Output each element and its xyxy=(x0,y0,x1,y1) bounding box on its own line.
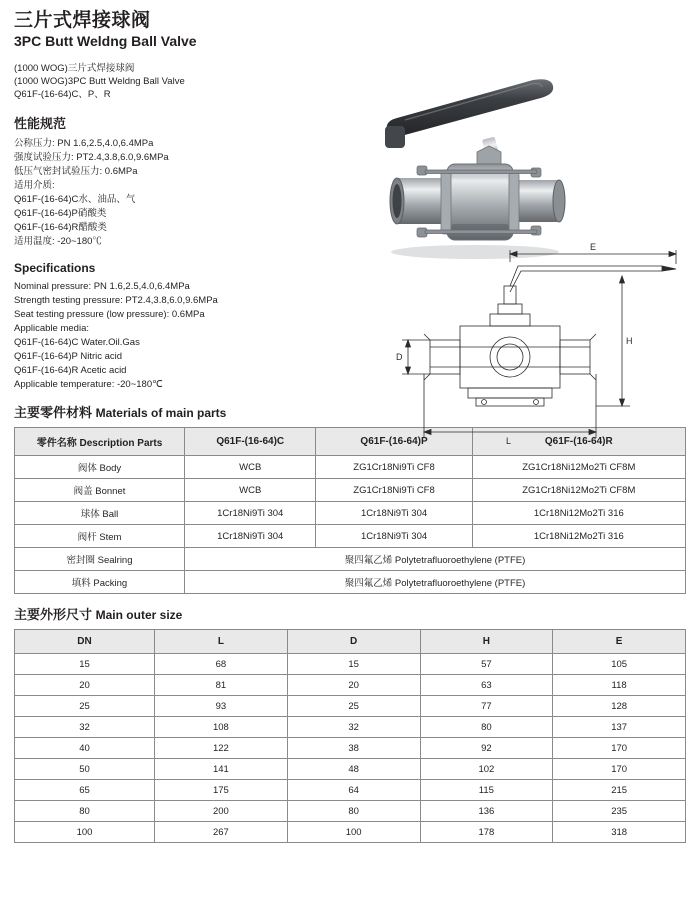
cell-d: 80 xyxy=(287,801,420,822)
col-header-d: D xyxy=(287,630,420,654)
cell-dn: 65 xyxy=(15,780,155,801)
cell-h: 136 xyxy=(420,801,553,822)
page-title-en: 3PC Butt Weldng Ball Valve xyxy=(14,33,197,49)
dim-label-d: D xyxy=(396,352,403,362)
cell-e: 105 xyxy=(553,654,686,675)
cell-d: 38 xyxy=(287,738,420,759)
cell-dn: 32 xyxy=(15,717,155,738)
cell-dn: 40 xyxy=(15,738,155,759)
table-row xyxy=(15,696,686,717)
cell-e: 318 xyxy=(553,822,686,843)
cell-h: 115 xyxy=(420,780,553,801)
cell-dn: 100 xyxy=(15,822,155,843)
cell-e: 170 xyxy=(553,738,686,759)
cell-h: 77 xyxy=(420,696,553,717)
table-row xyxy=(15,717,686,738)
cell-h: 178 xyxy=(420,822,553,843)
cell-part: 阀体 Body xyxy=(15,456,185,479)
cell-l: 267 xyxy=(155,822,288,843)
spec-line: Q61F-(16-64)C水、油品、气 xyxy=(14,194,136,205)
spec-heading-en: Specifications xyxy=(14,261,96,275)
spec-line: 公称压力: PN 1.6,2.5,4.0,6.4MPa xyxy=(14,138,154,149)
table-row xyxy=(15,502,686,525)
cell-span: 聚四氟乙烯 Polytetrafluoroethylene (PTFE) xyxy=(185,548,686,571)
cell-c: WCB xyxy=(185,479,316,502)
cell-l: 175 xyxy=(155,780,288,801)
cell-e: 118 xyxy=(553,675,686,696)
cell-part: 密封圈 Sealring xyxy=(15,548,185,571)
cell-dn: 25 xyxy=(15,696,155,717)
drawing-body xyxy=(460,326,560,388)
model-code: Q61F-(16-64)C、P、R xyxy=(14,89,111,100)
cell-e: 235 xyxy=(553,801,686,822)
table-row xyxy=(15,548,686,571)
cell-part: 球体 Ball xyxy=(15,502,185,525)
sizes-heading xyxy=(14,604,686,623)
spec-line: Applicable media: xyxy=(14,323,89,334)
spec-line: 适用介质: xyxy=(14,180,55,191)
dim-label-l: L xyxy=(506,436,512,446)
cell-l: 108 xyxy=(155,717,288,738)
spec-line: 强度试验压力: PT2.4,3.8,6.0,9.6MPa xyxy=(14,152,169,163)
subtitle-en: (1000 WOG)3PC Butt Weldng Ball Valve xyxy=(14,76,185,87)
cell-c: 1Cr18Ni9Ti 304 xyxy=(185,525,316,548)
cell-l: 141 xyxy=(155,759,288,780)
cell-c: 1Cr18Ni9Ti 304 xyxy=(185,502,316,525)
cell-p: ZG1Cr18Ni9Ti CF8 xyxy=(316,456,472,479)
cell-r: ZG1Cr18Ni12Mo2Ti CF8M xyxy=(472,456,685,479)
cell-part: 阀盖 Bonnet xyxy=(15,479,185,502)
table-row xyxy=(15,780,686,801)
cell-e: 215 xyxy=(553,780,686,801)
spec-line: Q61F-(16-64)R Acetic acid xyxy=(14,365,127,376)
spec-line: Nominal pressure: PN 1.6,2.5,4.0,6.4MPa xyxy=(14,281,190,292)
table-row xyxy=(15,654,686,675)
table-header-row xyxy=(15,630,686,654)
product-illustration-area xyxy=(345,52,690,452)
cell-d: 15 xyxy=(287,654,420,675)
drawing-lever xyxy=(510,266,662,286)
cell-l: 122 xyxy=(155,738,288,759)
table-row xyxy=(15,759,686,780)
table-row xyxy=(15,525,686,548)
cell-l: 93 xyxy=(155,696,288,717)
table-row xyxy=(15,675,686,696)
cell-p: ZG1Cr18Ni9Ti CF8 xyxy=(316,479,472,502)
spec-line: Seat testing pressure (low pressure): 0.6MPa xyxy=(14,309,205,320)
col-header-r: Q61F-(16-64)R xyxy=(472,428,685,456)
cell-e: 128 xyxy=(553,696,686,717)
dimension-drawing xyxy=(390,242,680,472)
cell-dn: 20 xyxy=(15,675,155,696)
col-header-p: Q61F-(16-64)P xyxy=(316,428,472,456)
cell-d: 25 xyxy=(287,696,420,717)
cell-d: 32 xyxy=(287,717,420,738)
sizes-heading-en: Main outer size xyxy=(95,608,183,622)
spec-line: Q61F-(16-64)P硝酸类 xyxy=(14,208,107,219)
cell-r: 1Cr18Ni12Mo2Ti 316 xyxy=(472,525,685,548)
cell-d: 20 xyxy=(287,675,420,696)
dim-label-e: E xyxy=(590,242,597,252)
cell-h: 102 xyxy=(420,759,553,780)
cell-part: 填料 Packing xyxy=(15,571,185,594)
table-row xyxy=(15,738,686,759)
cell-d: 100 xyxy=(287,822,420,843)
cell-r: 1Cr18Ni12Mo2Ti 316 xyxy=(472,502,685,525)
col-header-part: 零件名称 Description Parts xyxy=(15,428,185,456)
materials-heading-cn: 主要零件材料 xyxy=(14,405,93,420)
cell-h: 92 xyxy=(420,738,553,759)
lever-handle xyxy=(385,79,553,148)
cell-part: 阀杆 Stem xyxy=(15,525,185,548)
cell-e: 137 xyxy=(553,717,686,738)
cell-h: 63 xyxy=(420,675,553,696)
spec-line: Q61F-(16-64)C Water.Oil.Gas xyxy=(14,337,140,348)
spec-line: Q61F-(16-64)P Nitric acid xyxy=(14,351,123,362)
spec-line: Q61F-(16-64)R醋酸类 xyxy=(14,222,107,233)
table-row xyxy=(15,822,686,843)
sizes-heading-cn: 主要外形尺寸 xyxy=(14,607,93,622)
cell-dn: 50 xyxy=(15,759,155,780)
materials-heading-en: Materials of main parts xyxy=(95,406,227,420)
valve-body xyxy=(447,164,513,240)
table-row xyxy=(15,571,686,594)
cell-l: 68 xyxy=(155,654,288,675)
cell-e: 170 xyxy=(553,759,686,780)
col-header-dn: DN xyxy=(15,630,155,654)
col-header-e: E xyxy=(553,630,686,654)
table-row xyxy=(15,801,686,822)
col-header-h: H xyxy=(420,630,553,654)
specifications-block xyxy=(14,113,344,392)
col-header-c: Q61F-(16-64)C xyxy=(185,428,316,456)
spec-heading-cn: 性能规范 xyxy=(14,116,67,131)
page-title-cn: 三片式焊接球阀 xyxy=(14,10,151,31)
col-header-l: L xyxy=(155,630,288,654)
dim-label-h: H xyxy=(626,336,633,346)
table-row xyxy=(15,479,686,502)
cell-p: 1Cr18Ni9Ti 304 xyxy=(316,502,472,525)
spec-line: 适用温度: -20~180℃ xyxy=(14,236,102,247)
outer-size-table xyxy=(14,629,686,843)
cell-l: 81 xyxy=(155,675,288,696)
cell-h: 57 xyxy=(420,654,553,675)
cell-span: 聚四氟乙烯 Polytetrafluoroethylene (PTFE) xyxy=(185,571,686,594)
spec-line: 低压气密封试验压力: 0.6MPa xyxy=(14,166,138,177)
subtitle-cn: (1000 WOG)三片式焊接球阀 xyxy=(14,63,135,74)
cell-c: WCB xyxy=(185,456,316,479)
cell-l: 200 xyxy=(155,801,288,822)
cell-dn: 80 xyxy=(15,801,155,822)
cell-dn: 15 xyxy=(15,654,155,675)
cell-r: ZG1Cr18Ni12Mo2Ti CF8M xyxy=(472,479,685,502)
cell-d: 64 xyxy=(287,780,420,801)
cell-p: 1Cr18Ni9Ti 304 xyxy=(316,525,472,548)
cell-h: 80 xyxy=(420,717,553,738)
cell-d: 48 xyxy=(287,759,420,780)
spec-line: Applicable temperature: -20~180℃ xyxy=(14,379,163,390)
spec-line: Strength testing pressure: PT2.4,3.8,6.0,9.6MPa xyxy=(14,295,218,306)
